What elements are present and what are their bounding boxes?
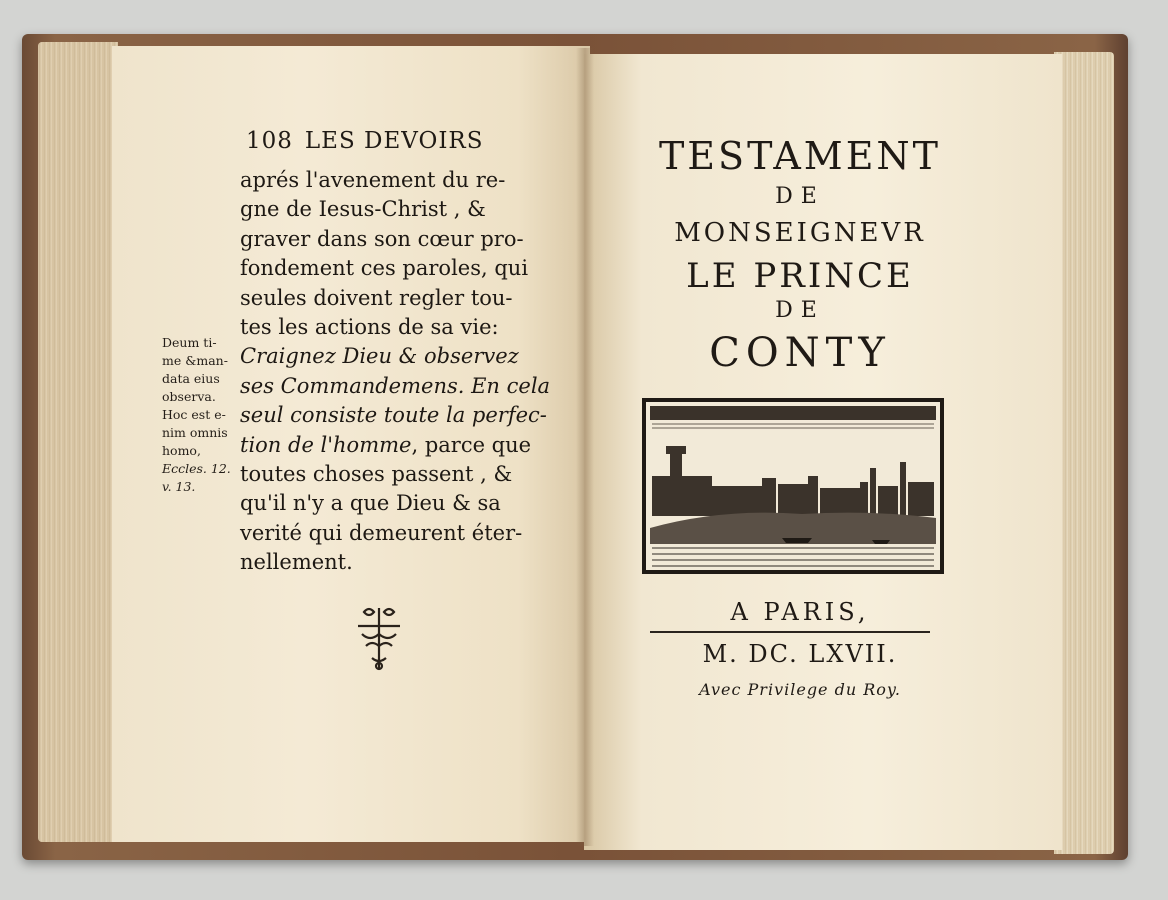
imprint-year: M. DC. LXVII. xyxy=(702,640,898,668)
margin-note xyxy=(162,334,242,496)
body-line xyxy=(240,342,540,371)
running-head-title: LES DEVOIRS xyxy=(304,128,484,154)
body-line xyxy=(240,166,540,195)
body-line-text: qu'il n'y a que Dieu & sa xyxy=(240,491,501,516)
margin-note-line: me &man- xyxy=(162,353,228,368)
body-line-rest: , parce que xyxy=(411,432,532,457)
imprint-place: A PARIS, xyxy=(730,598,870,626)
body-line xyxy=(240,372,551,401)
margin-note-line: data eius xyxy=(162,371,220,386)
body-line xyxy=(240,431,540,460)
body-line xyxy=(240,195,540,224)
body-line-text: fondement ces paroles, qui xyxy=(240,256,529,281)
body-line-text: gne de Iesus-Christ , & xyxy=(240,197,486,222)
imprint-privilege: Avec Privilege du Roy. xyxy=(699,680,901,699)
woodcut-paris-view xyxy=(642,398,944,574)
body-line-text: seules doivent regler tou- xyxy=(240,285,513,310)
margin-note-line: nim omnis xyxy=(162,425,228,440)
title-le-prince: LE PRINCE xyxy=(686,256,914,296)
body-line xyxy=(240,313,540,342)
body-line xyxy=(240,489,540,518)
body-line-text: nellement. xyxy=(240,550,353,575)
margin-note-line: v. 13. xyxy=(162,479,196,494)
margin-note-line: homo, xyxy=(162,443,201,458)
page-number: 108 xyxy=(246,128,293,154)
body-line-text: seul consiste toute la perfec- xyxy=(240,403,547,428)
body-line xyxy=(240,519,540,548)
margin-note-line: Deum ti- xyxy=(162,335,217,350)
fleuron-ornament xyxy=(354,604,404,674)
title-de-2: DE xyxy=(775,298,825,323)
body-line-text: verité qui demeurent éter- xyxy=(240,520,523,545)
margin-note-line: Hoc est e- xyxy=(162,407,226,422)
body-line xyxy=(240,548,540,577)
body-line-text: toutes choses passent , & xyxy=(240,462,513,487)
page-edges-right xyxy=(1054,52,1114,854)
body-line-text: tes les actions de sa vie: xyxy=(240,315,499,340)
title-de-1: DE xyxy=(775,184,825,209)
body-line xyxy=(240,401,547,430)
body-line xyxy=(240,225,540,254)
margin-note-line: observa. xyxy=(162,389,216,404)
running-head xyxy=(246,128,546,154)
body-line-text: ses Commandemens. En cela xyxy=(240,373,551,398)
page-edges-left xyxy=(38,42,118,842)
margin-note-line: Eccles. 12. xyxy=(162,461,231,476)
title-monseigneur: MONSEIGNEVR xyxy=(674,218,926,248)
body-line-text: tion de l'homme xyxy=(240,432,412,457)
body-line-text: graver dans son cœur pro- xyxy=(240,226,524,251)
body-line xyxy=(240,284,540,313)
imprint-rule xyxy=(650,631,930,633)
body-line-text: aprés l'avenement du re- xyxy=(240,168,506,192)
body-text xyxy=(240,166,551,578)
body-line xyxy=(240,460,540,489)
gutter xyxy=(576,48,594,846)
body-line xyxy=(240,254,540,283)
body-line-text: Craignez Dieu & observez xyxy=(240,344,519,369)
title-conty: CONTY xyxy=(709,330,891,376)
title-testament: TESTAMENT xyxy=(658,134,942,178)
